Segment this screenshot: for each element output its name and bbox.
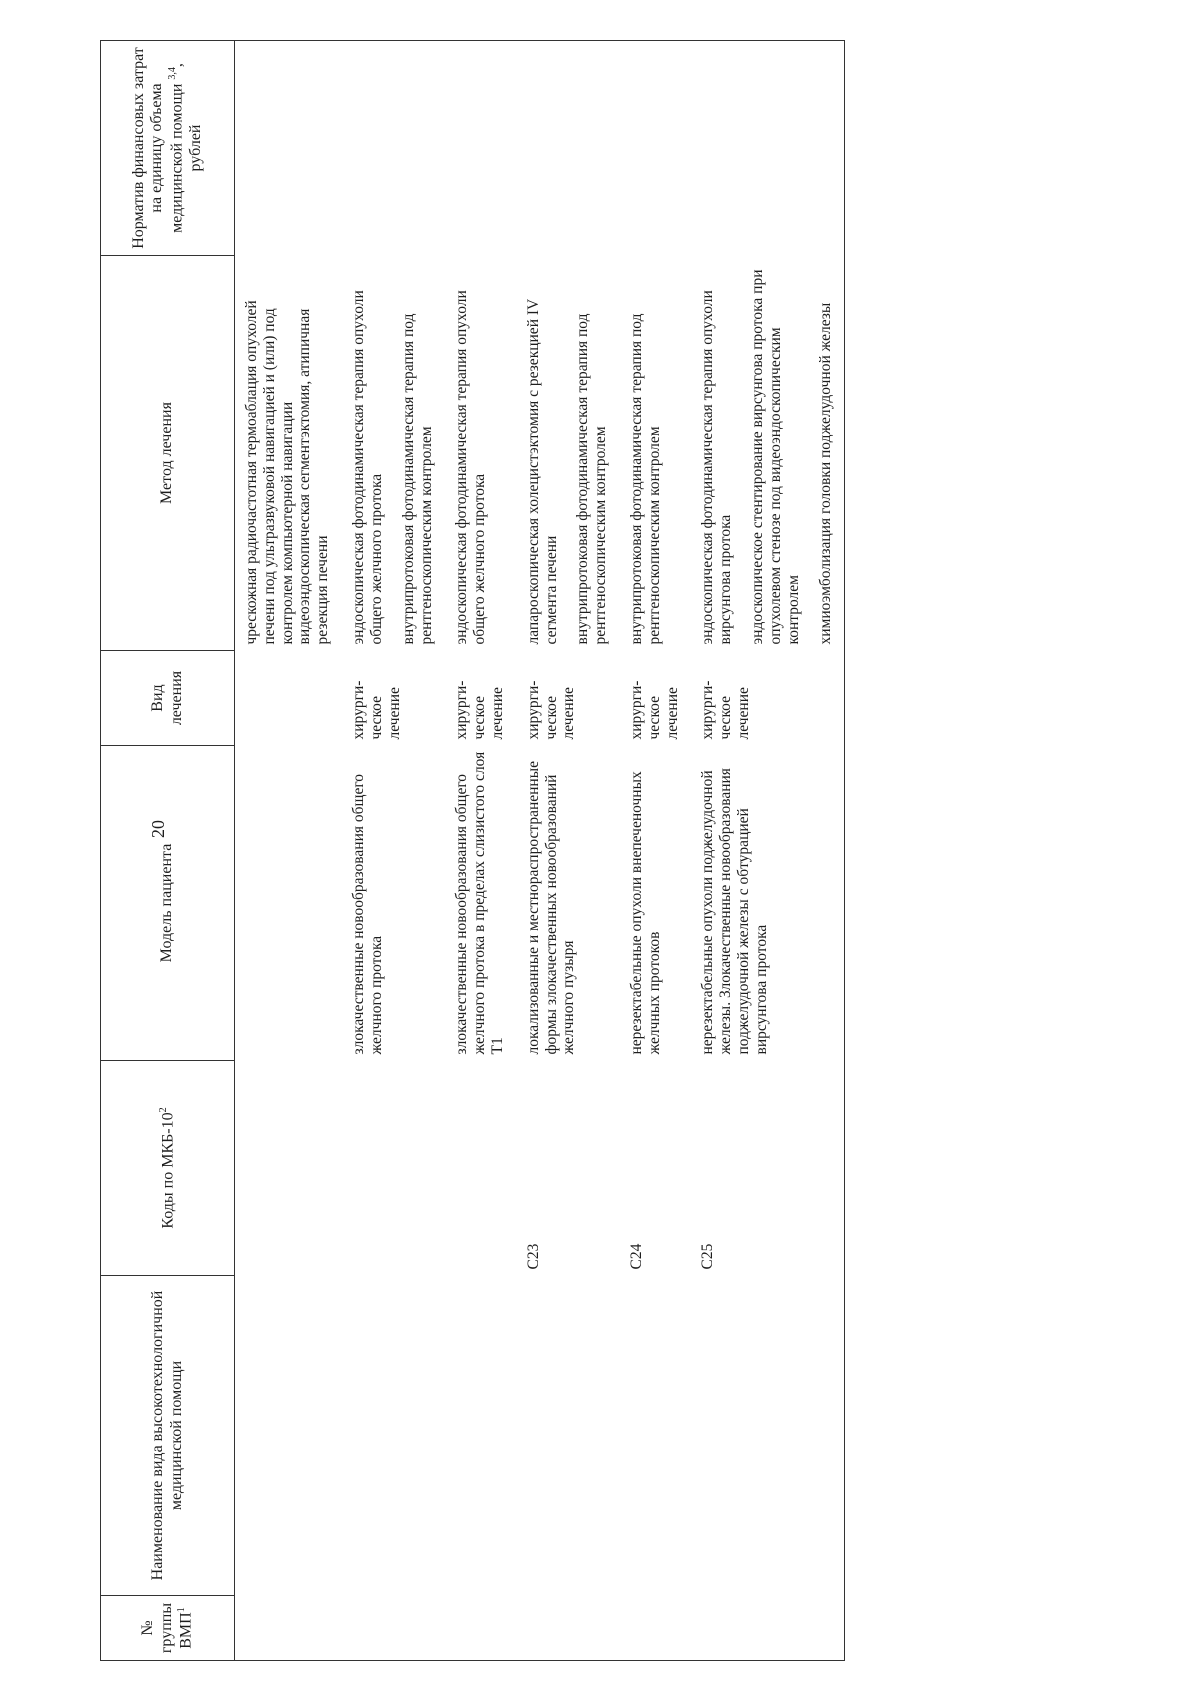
cell-treatment-methods <box>235 256 343 651</box>
page-number: 20 <box>148 820 168 838</box>
cell-treatment-type: хирурги-ческое лечение <box>524 680 578 740</box>
table-row <box>691 41 844 1661</box>
cell-vmp-name <box>691 1276 844 1596</box>
cell-icd-code <box>342 1061 445 1276</box>
treatment-method-item: лапароскопическая холецистэктомия с резекцией IV сегмента печени <box>524 299 560 645</box>
treatment-method-item: эндоскопическая фотодинамическая терапия опухоли общего желчного протока <box>453 290 489 645</box>
treatment-method-item: эндоскопическое стентирование вирсунгова протока при опухолевом стенозе под видеоэндоскопическим контролем <box>749 269 802 645</box>
header-vmp-name: Наименование вида высокотехнологичной медицинской помощи <box>101 1276 235 1596</box>
cell-icd-code <box>445 1061 516 1276</box>
header-icd-codes: Коды по МКБ-$10^2$ <box>101 1061 235 1276</box>
treatment-method-item: внутрипротоковая фотодинамическая терапия под рентгеноскопическим контролем <box>574 313 610 645</box>
cell-group-number <box>235 1596 343 1661</box>
cell-treatment-type <box>235 651 343 746</box>
header-group-number: № группы ВМП$^1$ <box>101 1596 235 1661</box>
cell-group-number <box>445 1596 516 1661</box>
table-row <box>235 41 343 1661</box>
cell-group-number <box>342 1596 445 1661</box>
cell-financial-norm <box>517 41 620 256</box>
treatment-method-item: чрескожная радиочастотная термоаблация опухолей печени под ультразвуковой навигацией и (или) под контролем компьютерной навигации видеоэндоскопическая сегментэктомия, атипичная резекция печени <box>243 300 332 645</box>
cell-icd-code: C25 <box>691 1061 844 1276</box>
cell-financial-norm <box>691 41 844 256</box>
cell-icd-code: C23 <box>524 1243 542 1270</box>
cell-treatment-methods <box>517 256 620 651</box>
cell-financial-norm <box>235 41 343 256</box>
cell-treatment-type: хирурги-ческое лечение <box>453 680 506 740</box>
cell-vmp-name <box>517 1276 620 1596</box>
cell-financial-norm <box>445 41 516 256</box>
table-row <box>342 41 445 1661</box>
cell-treatment-methods <box>691 256 844 651</box>
cell-patient-model: локализованные и местнораспространенные формы злокачественных новообразований желчного пузыря <box>524 760 578 1055</box>
cell-group-number <box>691 1596 844 1661</box>
rotated-table-sheet <box>100 41 1200 1661</box>
cell-patient-model <box>235 746 343 1061</box>
cell-patient-model: злокачественные новообразования общего желчного протока в пределах слизистого слоя T1 <box>453 751 506 1055</box>
table-header-row <box>101 41 235 1661</box>
vmp-table <box>100 40 845 1661</box>
treatment-method-item: эндоскопическая фотодинамическая терапия опухоли вирсунгова протока <box>699 290 735 645</box>
cell-financial-norm <box>620 41 691 256</box>
treatment-method-item: химиоэмболизация головки поджелудочной железы <box>816 302 834 645</box>
cell-patient-model: нерезектабельные опухоли внепеченочных желчных протоков <box>628 771 663 1055</box>
cell-patient-model: злокачественные новообразования общего желчного протока <box>350 773 385 1055</box>
table-row <box>517 41 620 1661</box>
cell-vmp-name <box>342 1276 445 1596</box>
treatment-method-item: эндоскопическая фотодинамическая терапия опухоли общего желчного протока <box>350 290 385 645</box>
cell-treatment-methods <box>342 256 445 651</box>
header-treatment-method: Метод лечения <box>101 256 235 651</box>
treatment-method-item: внутрипротоковая фотодинамическая терапия под рентгеноскопическим контролем <box>399 313 435 645</box>
cell-patient-model: нерезектабельные опухоли поджелудочной железы. Злокачественные новообразования поджелудочной железы с обтурацией вирсунгова протока <box>691 746 844 1061</box>
table-row <box>445 41 516 1661</box>
cell-treatment-type: хирурги-ческое лечение <box>691 651 844 746</box>
cell-vmp-name <box>235 1276 343 1596</box>
cell-vmp-name <box>445 1276 516 1596</box>
cell-treatment-methods <box>620 256 691 651</box>
cell-icd-code <box>235 1061 343 1276</box>
cell-vmp-name <box>620 1276 691 1596</box>
cell-treatment-methods <box>445 256 516 651</box>
cell-financial-norm <box>342 41 445 256</box>
treatment-method-item: внутрипротоковая фотодинамическая терапия под рентгеноскопическим контролем <box>628 313 663 645</box>
cell-treatment-type: хирурги-ческое лечение <box>350 680 403 740</box>
cell-group-number <box>517 1596 620 1661</box>
table-row <box>620 41 691 1661</box>
cell-treatment-type: хирурги-ческое лечение <box>628 680 681 740</box>
header-patient-model: Модель пациента <box>101 746 235 1061</box>
cell-group-number <box>620 1596 691 1661</box>
header-treatment-type: Вид лечения <box>101 651 235 746</box>
header-financial-norm: Норматив финансовых затрат на единицу объема медицинской помощи $^{3,4}$, рублей <box>101 41 235 256</box>
cell-icd-code: C24 <box>628 1243 645 1270</box>
